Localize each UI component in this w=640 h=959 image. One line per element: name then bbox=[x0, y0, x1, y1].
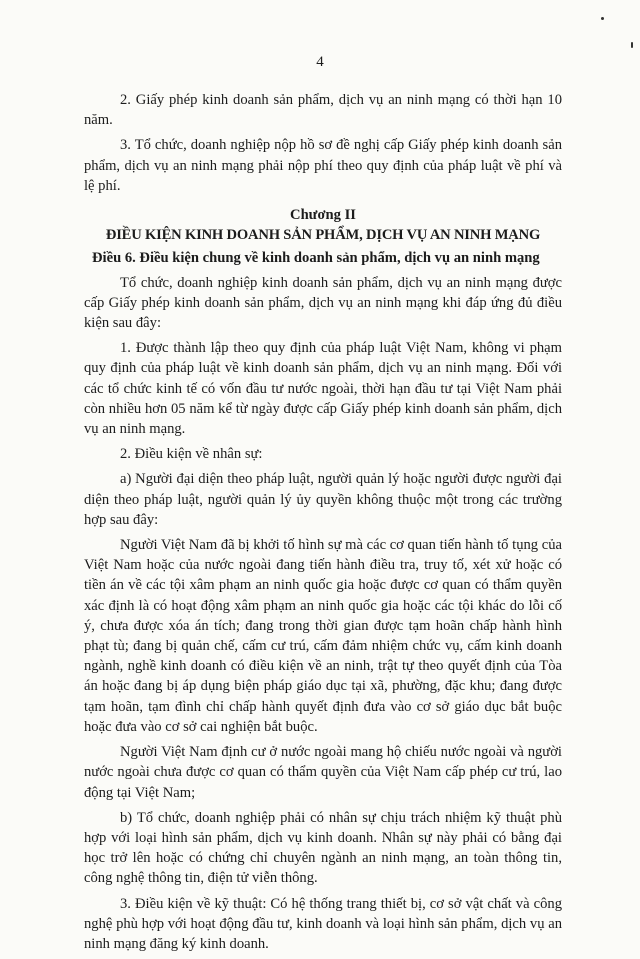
clause-3-fee: 3. Tổ chức, doanh nghiệp nộp hồ sơ đề nghị cấp Giấy phép kinh doanh sản phẩm, dịch vụ an ninh mạng phải nộp phí theo quy định của pháp luật về phí và lệ phí. bbox=[84, 137, 562, 194]
exclusion-foreign-resident: Người Việt Nam định cư ở nước ngoài mang hộ chiếu nước ngoài và người nước ngoài chưa được cơ quan có thẩm quyền của Việt Nam cấp phép cư trú, lao động tại Việt Nam; bbox=[84, 744, 562, 801]
chapter-title: ĐIỀU KIỆN KINH DOANH SẢN PHẨM, DỊCH VỤ AN NINH MẠNG bbox=[105, 227, 541, 244]
page-number: 4 bbox=[316, 54, 324, 70]
exclusion-vietnamese-citizen: Người Việt Nam đã bị khởi tố hình sự mà các cơ quan tiến hành tố tụng của Việt Nam hoặc của nước ngoài đang tiến hành điều tra, truy tố, xét xử hoặc có tiền án về các tội xâm phạm an ninh quốc gia hoặc được cơ quan có thẩm quyền xác định là có hoạt động xâm phạm an ninh quốc gia hoặc các tội khác do lỗi cố ý, chưa được xóa án tích; đang trong thời gian được tạm hoãn chấp hành hình phạt tù; đang bị quản chế, cấm cư trú, cấm đảm nhiệm chức vụ, cấm kinh doanh ngành, nghề kinh doanh có điều kiện về an ninh, trật tự theo quyết định của Tòa án hoặc đang bị áp dụng biện pháp giáo dục tại xã, phường, đặc khu; đang được tạm hoãn, tạm đình chỉ chấp hành quyết định đưa vào cơ sở giáo dục bắt buộc hoặc đưa vào cơ sở cai nghiện bắt buộc. bbox=[84, 537, 562, 735]
chapter-label: Chương II bbox=[290, 207, 356, 224]
condition-3-technical: 3. Điều kiện về kỹ thuật: Có hệ thống trang thiết bị, cơ sở vật chất và công nghệ phù hợp với hoạt động đầu tư, kinh doanh và loại hình sản phẩm, dịch vụ an ninh mạng đăng ký kinh doanh. bbox=[84, 895, 562, 952]
condition-2-personnel: 2. Điều kiện về nhân sự: bbox=[120, 446, 263, 463]
article-title: Điều 6. Điều kiện chung về kinh doanh sản phẩm, dịch vụ an ninh mạng bbox=[92, 250, 540, 267]
clause-2-validity: 2. Giấy phép kinh doanh sản phẩm, dịch vụ an ninh mạng có thời hạn 10 năm. bbox=[84, 92, 562, 129]
article-intro: Tổ chức, doanh nghiệp kinh doanh sản phẩm, dịch vụ an ninh mạng được cấp Giấy phép kinh doanh sản phẩm, dịch vụ an ninh mạng khi đáp ứng đủ điều kiện sau đây: bbox=[84, 274, 562, 332]
condition-1-establishment: 1. Được thành lập theo quy định của pháp luật Việt Nam, không vi phạm quy định của pháp luật về kinh doanh sản phẩm, dịch vụ an ninh mạng. Đối với các tổ chức kinh tế có vốn đầu tư nước ngoài, thời hạn đầu tư tại Việt Nam phải còn nhiều hơn 05 năm kể từ ngày được cấp Giấy phép kinh doanh sản phẩm, dịch vụ an ninh mạng. bbox=[84, 340, 562, 438]
scan-speck bbox=[631, 42, 633, 48]
scan-speck bbox=[601, 17, 604, 20]
condition-2a-representative: a) Người đại diện theo pháp luật, người quản lý hoặc người được người đại diện theo pháp luật, người quản lý ủy quyền không thuộc một trong các trường hợp sau đây: bbox=[84, 471, 562, 528]
document-body bbox=[84, 90, 562, 959]
condition-2b-technical-staff: b) Tổ chức, doanh nghiệp phải có nhân sự chịu trách nhiệm kỹ thuật phù hợp với loại hình sản phẩm, dịch vụ kinh doanh. Nhân sự này phải có bằng đại học trở lên hoặc có chứng chỉ chuyên ngành an ninh mạng, an toàn thông tin, công nghệ thông tin, điện tử viễn thông. bbox=[84, 809, 562, 887]
